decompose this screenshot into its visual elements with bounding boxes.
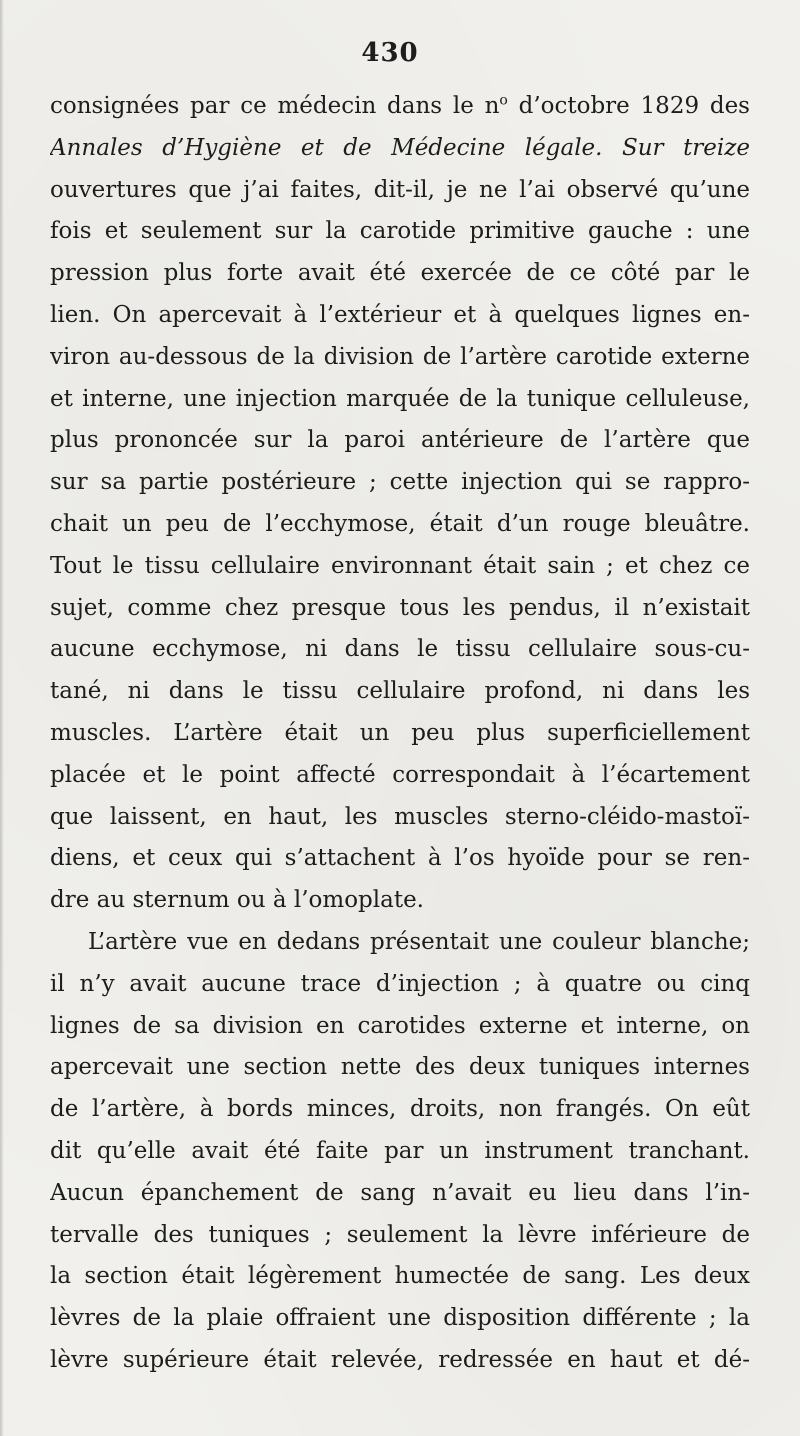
text-line: L’artère vue en dedans présentait une couleur blanche; (88, 928, 750, 955)
page-number: 430 (361, 38, 419, 68)
text-line: lignes de sa division en carotides externe et interne, on (50, 1012, 750, 1039)
page-edge-shadow (0, 0, 4, 1436)
text-line: que laissent, en haut, les muscles sterno-cléido-mastoï- (50, 803, 750, 830)
text-line: dre au sternum ou à l’omoplate. (50, 887, 424, 914)
text-line: placée et le point affecté correspondait à l’écartement (50, 761, 750, 788)
text-line: il n’y avait aucune trace d’injection ; à quatre ou cinq (50, 970, 750, 997)
paragraph-1 (50, 86, 750, 922)
text-line: de l’artère, à bords minces, droits, non frangés. On eût (50, 1096, 750, 1123)
text-line: la section était légèrement humectée de sang. Les deux (50, 1263, 750, 1290)
text-line: tervalle des tuniques ; seulement la lèvre inférieure de (50, 1221, 750, 1248)
text-segment: consignées par ce médecin dans le n (50, 93, 500, 119)
text-line: pression plus forte avait été exercée de ce côté par le (50, 260, 750, 287)
paragraph-2 (50, 922, 750, 1382)
text-line (50, 86, 750, 128)
text-line: et interne, une injection marquée de la tunique celluleuse, (50, 385, 750, 412)
text-line: tané, ni dans le tissu cellulaire profond, ni dans les (50, 678, 750, 705)
superscript: o (499, 92, 508, 109)
text-line: fois et seulement sur la carotide primitive gauche : une (50, 218, 750, 245)
text-line: Annales d’Hygiène et de Médecine légale. Sur treize (50, 134, 750, 161)
text-line: plus prononcée sur la paroi antérieure de l’artère que (50, 427, 750, 454)
text-line: dit qu’elle avait été faite par un instrument tranchant. (50, 1137, 750, 1164)
text-line: lèvres de la plaie offraient une disposition différente ; la (50, 1305, 750, 1332)
text-line: apercevait une section nette des deux tuniques internes (50, 1054, 750, 1081)
text-segment: d’octobre 1829 des (507, 93, 750, 119)
text-line: aucune ecchymose, ni dans le tissu cellulaire sous-cu- (50, 636, 750, 663)
text-line: Aucun épanchement de sang n’avait eu lieu dans l’in- (50, 1179, 750, 1206)
text-line: diens, et ceux qui s’attachent à l’os hyoïde pour se ren- (50, 845, 750, 872)
text-line: Tout le tissu cellulaire environnant était sain ; et chez ce (50, 552, 750, 579)
text-line: chait un peu de l’ecchymose, était d’un rouge bleuâtre. (50, 510, 750, 537)
body-text (50, 86, 750, 1382)
text-line: sujet, comme chez presque tous les pendus, il n’existait (50, 594, 750, 621)
text-line: muscles. L’artère était un peu plus superficiellement (50, 719, 750, 746)
text-line: lien. On apercevait à l’extérieur et à quelques lignes en- (50, 301, 750, 328)
text-line: sur sa partie postérieure ; cette injection qui se rappro- (50, 469, 750, 496)
text-line: viron au-dessous de la division de l’artère carotide externe (50, 343, 750, 370)
text-line: lèvre supérieure était relevée, redressée en haut et dé- (50, 1346, 750, 1373)
text-line: ouvertures que j’ai faites, dit-il, je ne l’ai observé qu’une (50, 176, 750, 203)
